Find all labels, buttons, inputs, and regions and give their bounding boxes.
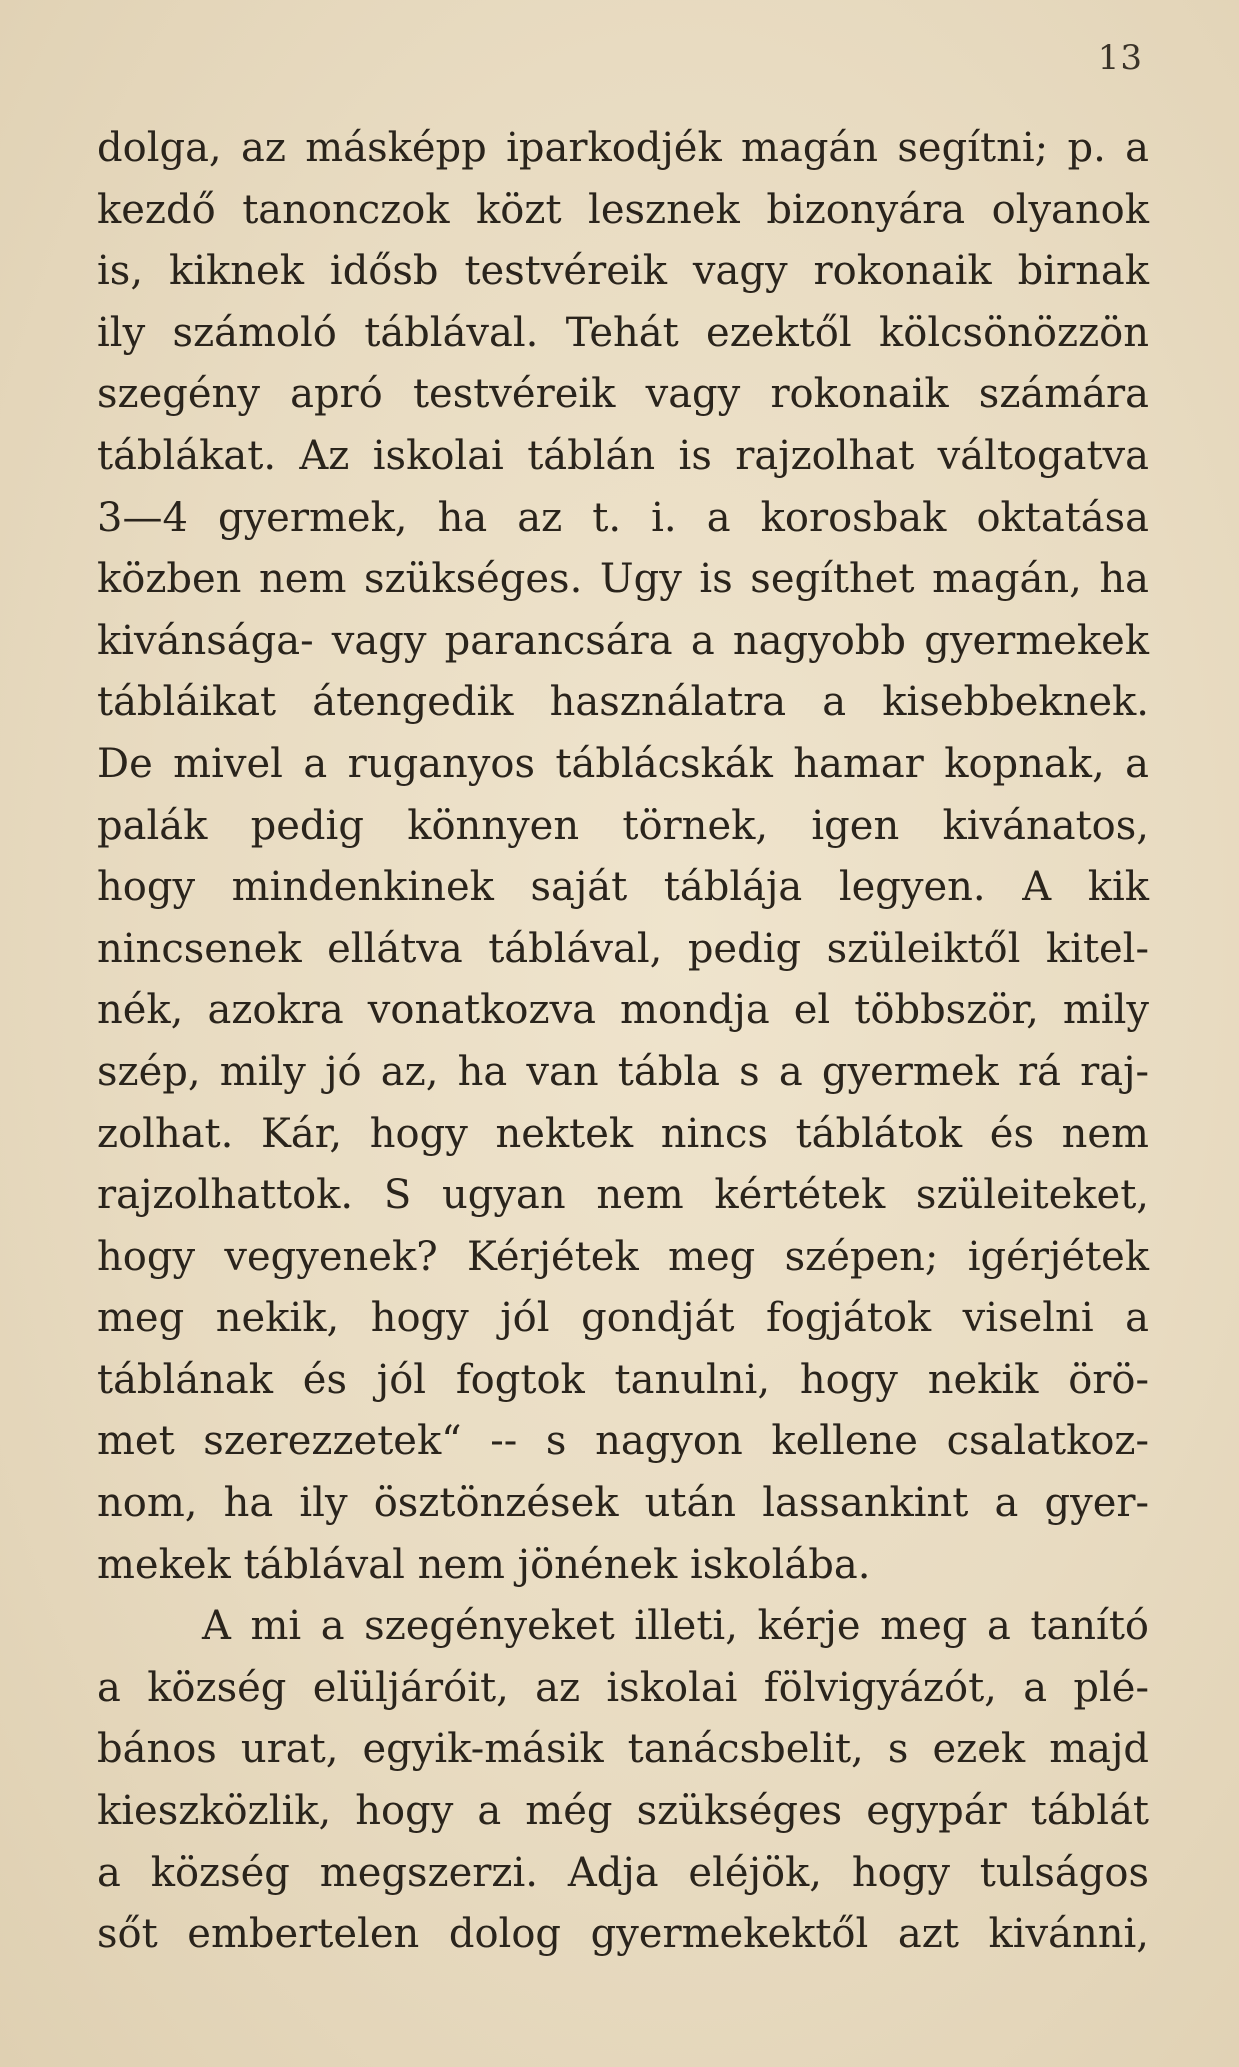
body-text — [97, 118, 1149, 1966]
text-line: hogy mindenkinek saját táblája legyen. A kik — [97, 864, 1149, 911]
text-line: a község megszerzi. Adja eléjök, hogy tulságos — [97, 1849, 1149, 1896]
text-line: is, kiknek idősb testvéreik vagy rokonaik birnak — [97, 248, 1149, 295]
text-line: nék, azokra vonatkozva mondja el többször, mily — [97, 987, 1149, 1034]
text-line: szép, mily jó az, ha van tábla s a gyermek rá raj- — [97, 1048, 1149, 1095]
text-line: kezdő tanonczok közt lesznek bizonyára olyanok — [97, 186, 1149, 233]
text-line: táblákat. Az iskolai táblán is rajzolhat váltogatva — [97, 432, 1149, 479]
text-line: kivánsága- vagy parancsára a nagyobb gyermekek — [97, 617, 1149, 664]
text-line: palák pedig könnyen törnek, igen kivánatos, — [97, 802, 1149, 849]
text-line: nincsenek ellátva táblával, pedig szüleiktől kitel- — [97, 925, 1149, 972]
text-line: 3—4 gyermek, ha az t. i. a korosbak oktatása — [97, 494, 1149, 541]
text-line: tábláikat átengedik használatra a kisebbeknek. — [97, 679, 1149, 726]
text-line: táblának és jól fogtok tanulni, hogy nekik örö- — [97, 1356, 1149, 1403]
text-line-paragraph-start: A mi a szegényeket illeti, kérje meg a tanító — [202, 1603, 1149, 1650]
text-line: hogy vegyenek? Kérjétek meg szépen; igérjétek — [97, 1233, 1149, 1280]
text-line: nom, ha ily ösztönzések után lassankint a gyer- — [97, 1480, 1149, 1527]
text-line: met szerezzetek“ -- s nagyon kellene csalatkoz- — [97, 1418, 1149, 1465]
text-line: bános urat, egyik-másik tanácsbelit, s ezek majd — [97, 1726, 1149, 1773]
text-line: szegény apró testvéreik vagy rokonaik számára — [97, 371, 1149, 418]
text-line: rajzolhattok. S ugyan nem kértétek szüleiteket, — [97, 1172, 1149, 1219]
text-line: zolhat. Kár, hogy nektek nincs táblátok és nem — [97, 1110, 1149, 1157]
text-line: a község elüljáróit, az iskolai fölvigyázót, a plé- — [97, 1664, 1149, 1711]
text-line: sőt embertelen dolog gyermekektől azt kivánni, — [97, 1911, 1149, 1958]
text-line: dolga, az másképp iparkodjék magán segítni; p. a — [97, 125, 1149, 171]
text-line: közben nem szükséges. Ugy is segíthet magán, ha — [97, 556, 1149, 603]
text-line: mekek táblával nem jönének iskolába. — [97, 1541, 871, 1588]
page-number: 13 — [1097, 38, 1143, 78]
text-line: kieszközlik, hogy a még szükséges egypár táblát — [97, 1788, 1149, 1835]
text-line: ily számoló táblával. Tehát ezektől kölcsönözzön — [97, 309, 1149, 356]
text-line: meg nekik, hogy jól gondját fogjátok viselni a — [97, 1295, 1149, 1342]
text-line: De mivel a ruganyos táblácskák hamar kopnak, a — [97, 740, 1149, 787]
